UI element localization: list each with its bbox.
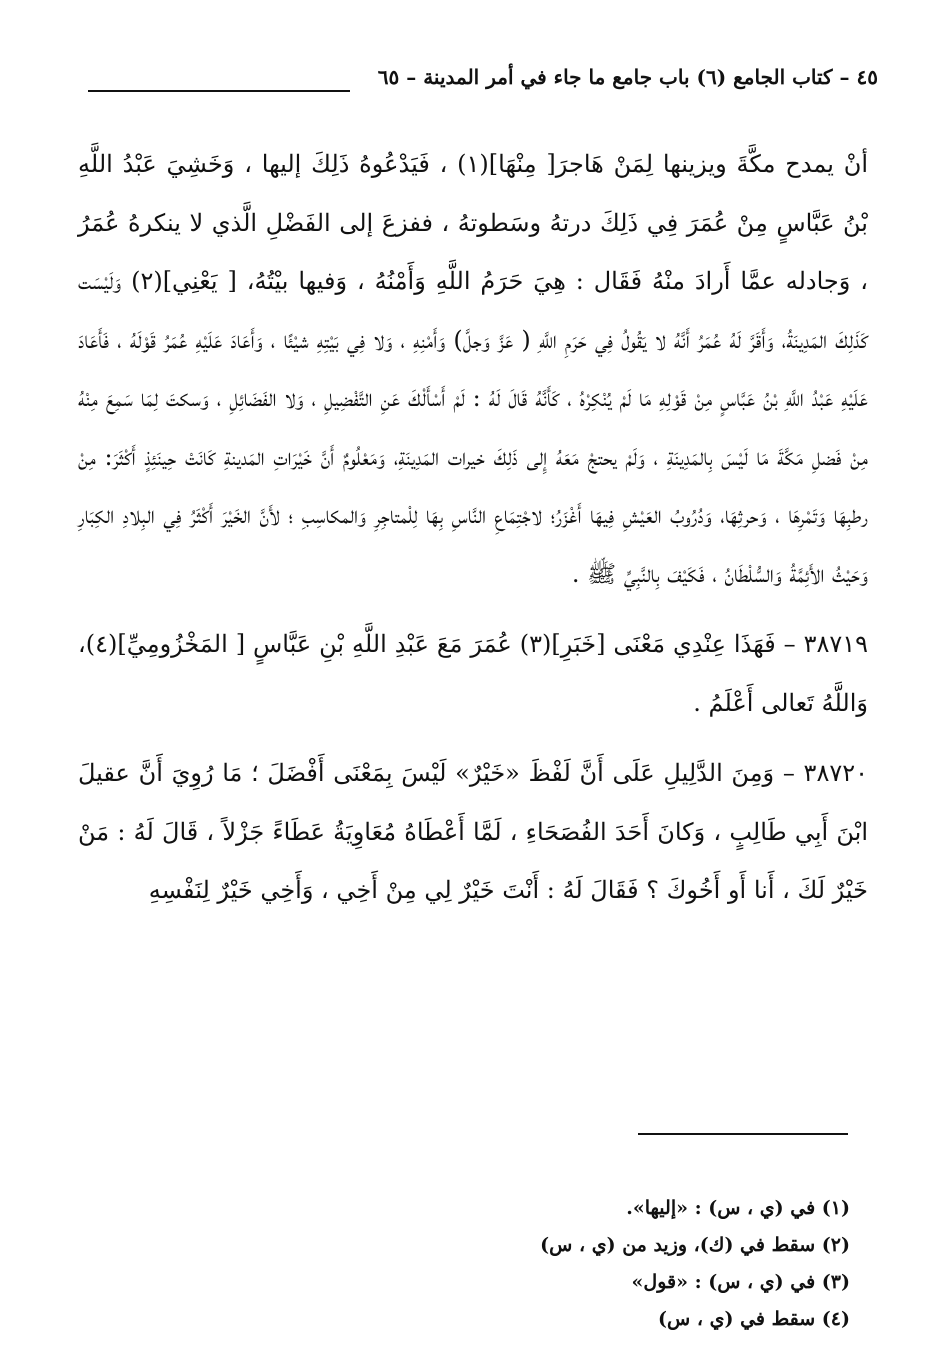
footnote-1: (١) في (ي ، س) : «إليها».	[626, 1197, 850, 1219]
header-rule	[88, 90, 350, 92]
footnotes	[300, 1190, 850, 1338]
paragraph-38720: ٣٨٧٢٠ – وَمِنَ الدَّلِيلِ عَلَى أَنَّ لَفْظَ «خَيْرٌ» لَيْسَ بِمَعْنَى أَفْضَلَ ؛ مَا رُوِيَ أَنَّ عقيلَ ابْنَ أَبِي طَالِبٍ ، وَكانَ أَحَدَ الفُصَحَاءِ ، لَمَّا أَعْطَاهُ مُعَاوِيَةُ عَطَاءً جَزْلاً ، قَالَ لَهُ : مَنْ خَيْرٌ لَكَ ، أَنا أَو أَخُوكَ ؟ فَقَالَ لَهُ : أَنْتَ خَيْرٌ لِي مِنْ أَخِي ، وَأَخِي خَيْرٌ لِنَفْسِهِ	[78, 759, 868, 904]
footnote-3: (٣) في (ي ، س) : «قول»	[631, 1271, 850, 1293]
paragraph-continuation: أنْ يمدح مكَّةَ ويزينها لِمَنْ هَاجرَ[ مِنْهَا](١) ، فَيَدْعُوهُ ذَلِكَ إليها ، وَخَشِيَ عَبْدُ اللَّهِ بْنُ عَبَّاسٍ مِنْ عُمَرَ فِي ذَلِكَ درتهُ وسَطوتهُ ، ففزعَ إلى الفَضْلِ الَّذي لا ينكرهُ عُمَرُ ، وَجادله عمَّا أَرادَ منْهُ فَقَال : هِيَ حَرَمُ اللَّهِ وَأَمْنُهُ ، وَفيها بيْتُهُ، [ يَعْنِي](٢) وَلَيْسَت كَذَلِكَ المَدِينَةُ، وَأَقَرَّ لَهُ عُمَرُ أَنَّهُ لا يَقُولُ فِي حَرَمِ اللَّهِ ( عَزَّ وَجلَّ) وَأَمْنِهِ ، وَلا فِي بَيْتِهِ شيْئًا ، وَأَعَادَ عَلَيْهِ عُمَرُ قَوْلَهُ ، فَأَعَادَ عَلَيْهِ عَبْدُ اللَّهِ بْنُ عَبَّاسٍ مِنْ قَوْلِهِ مَا لَمْ يُنْكِرْهُ ، كَأَنَّهُ قَالَ لَهُ : لَمْ أَسْأَلْكَ عَنِ التَّفْضِيلِ ، وَلا الفَضَائِلِ ، وَسكتَ لِمَا سَمِعَ مِنْهُ مِنْ فَضلِ مَكَّةَ مَا لَيْسَ بِالمَدِينَةِ ، وَلَمْ يحتجْ مَعَهُ إِلى ذَلِكَ خيرات المَدِينَةِ، وَمَعْلُومٌ أَنَّ خَيْرَاتِ المَدينةِ كَانَتْ حِينَئِذٍ أَكْثَرَ: مِنْ رطبِهَا وَتَمْرِهَا ، وَحرثِهَا، وَدُرُوبُ العَيْشِ فِيهَا أَغْزَرُ؛ لاجْتِمَاعِ النَّاسِ بِهَا لِلْمتاجِرِ وَالمكاسِبِ ؛ لأَنَّ الخَيْرَ أَكْثَرُ فِي البِلادِ الكِبَارِ وَحَيْثُ الأَئِمَّةُ وَالسُّلْطَانُ ، فَكَيْفَ بِالنَّبِيِّ ﷺ .	[78, 150, 869, 588]
main-text	[78, 135, 868, 920]
footnote-separator	[638, 1133, 848, 1135]
footnote-2: (٢) سقط في (ك)، وزيد من (ي ، س)	[540, 1234, 850, 1256]
running-header	[88, 62, 878, 96]
footnote-4: (٤) سقط في (ي ، س)	[658, 1308, 850, 1330]
page-header-title: ٤٥ – كتاب الجامع (٦) باب جامع ما جاء في أمر المدينة – ٦٥	[377, 65, 878, 89]
paragraph-38719: ٣٨٧١٩ – فَهَذَا عِنْدِي مَعْنَى [خَبَرِ](٣) عُمَرَ مَعَ عَبْدِ اللَّهِ بْنِ عَبَّاسٍ [ المَخْزُومِيِّ](٤)، وَاللَّهُ تَعالى أَعْلَمُ .	[78, 630, 869, 717]
